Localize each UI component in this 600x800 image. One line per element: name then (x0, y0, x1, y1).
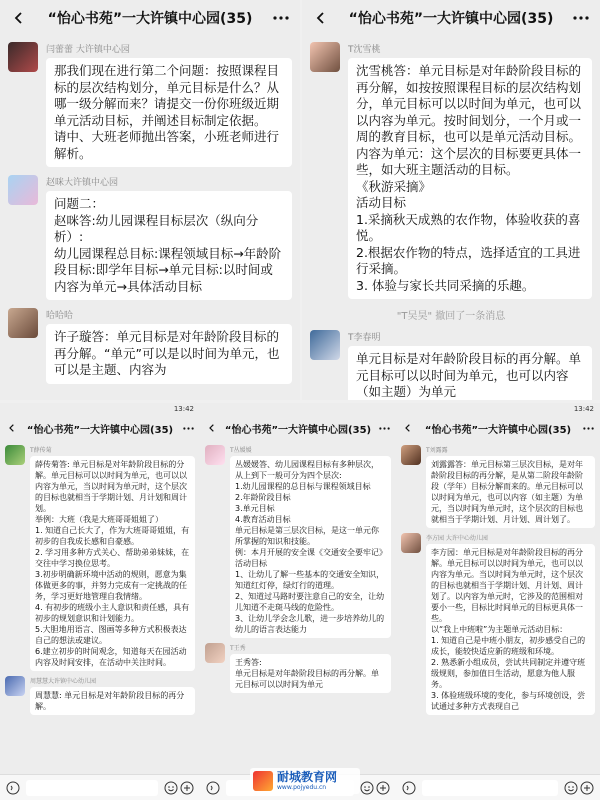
message-text: 5.大胆地用语言、图画等多种方式积极表达自己的想法或建议。 (35, 625, 187, 645)
message-text: 1. 知道自己是中班小朋友，初步感受自己的成长，能较快适应新的班级和环境。 (431, 636, 586, 656)
chat-screenshot-4 (200, 403, 396, 800)
plus-icon[interactable] (375, 780, 391, 796)
status-time: 13:42 (173, 405, 194, 413)
message-text: 举例：大班（我是大班哥哥姐姐了） (35, 515, 163, 524)
message-bubble[interactable] (348, 346, 592, 400)
message-text: 赵咪答:幼儿园课程目标层次（纵向分析）: (54, 212, 259, 244)
avatar[interactable] (8, 308, 38, 338)
watermark-name: 耐城教育网 (277, 769, 338, 784)
group-title: “怡心书苑”一大许镇中心园(35) (47, 11, 253, 27)
emoji-icon[interactable] (163, 780, 179, 796)
chat-header (200, 415, 396, 441)
sender-name: T李春明 (348, 333, 381, 343)
message-text: 周慧慧: 单元目标是对年龄阶段目标的再分解。 (35, 691, 185, 711)
message-text: 单元目标是第三层次目标，是这一单元你所掌握的知识和技能。 (235, 526, 379, 546)
message-bubble[interactable] (30, 687, 195, 715)
chat-message (401, 445, 595, 528)
sender-name: T丛媛媛 (230, 447, 252, 454)
message-bubble[interactable] (46, 191, 292, 300)
recall-notice: "T吴昊" 撤回了一条消息 (396, 311, 506, 322)
chat-message (5, 676, 195, 715)
chat-screenshot-1 (0, 0, 300, 400)
message-text: 6.建立初步的时间观念，知道每天在园活动内容及时间安排，在活动中关注时间。 (35, 647, 187, 667)
chat-header (0, 415, 200, 441)
chat-message (205, 445, 391, 638)
message-text: 3. 体验班级环境的变化，参与环境创设，尝试通过多种方式表现自己 (431, 691, 586, 711)
message-text: 《秋游采摘》 (356, 178, 432, 194)
message-input[interactable] (26, 780, 158, 796)
message-text: 问题二： (54, 196, 105, 211)
status-bar (200, 403, 396, 415)
sender-name: 周慧慧大许镇中心幼儿园 (30, 678, 97, 685)
message-text: 4. 有初步的班级小主人意识和责任感，具有初步的规划意识和计划能力。 (35, 603, 190, 623)
message-text: 例：本月开展的安全课《交通安全要牢记》 (235, 548, 387, 557)
message-text: 2.年龄阶段目标 (235, 493, 291, 502)
message-text: 单元目标是对年龄阶段目标的再分解。单元目标可以以时间为单元，也可以内容（如主题）为单元 (356, 351, 582, 399)
more-icon[interactable] (572, 9, 590, 27)
sender-name: 哈哈哈 (46, 311, 74, 321)
message-bubble[interactable] (46, 324, 292, 384)
avatar[interactable] (8, 175, 38, 205)
avatar[interactable] (5, 676, 25, 696)
site-logo-icon (253, 771, 273, 791)
more-icon[interactable] (272, 9, 290, 27)
group-title: “怡心书苑”一大许镇中心园(35) (224, 424, 372, 436)
back-icon[interactable] (402, 422, 414, 434)
sender-name: T沈雪桃 (348, 45, 381, 55)
chat-message (8, 42, 292, 167)
message-text: 1、让幼儿了解一些基本的交通安全知识，知道红灯停，绿灯行的道理。 (235, 570, 385, 590)
avatar[interactable] (401, 445, 421, 465)
chat-message (401, 533, 595, 715)
voice-icon[interactable] (5, 780, 21, 796)
chat-message (5, 445, 195, 671)
status-bar (0, 403, 200, 415)
voice-icon[interactable] (401, 780, 417, 796)
avatar[interactable] (205, 445, 225, 465)
message-text: 那我们现在进行第二个问题：按照课程目标的层次结构划分，单元目标是什么？从哪一级分解而来？请提交一份你班级近期单元活动目标，并阐述目标制定依据。 (54, 63, 280, 128)
message-text: 单元目标是对年龄阶段目标的再分解。单元目标可以以时间为单元 (235, 669, 379, 689)
input-toolbar (0, 774, 200, 800)
message-text: 薛传菊答: 单元目标是对年龄阶段目标的分解。单元目标可以以时间为单元，也可以以内容为单元，当以时间为单元时，这个层次的目标也就相当于学期计划、月计划和周计划。 (35, 460, 187, 513)
more-icon[interactable] (182, 422, 194, 434)
chat-screenshot-2 (302, 0, 600, 400)
chat-message (310, 330, 592, 400)
chat-header (0, 0, 300, 36)
message-text: 2.根据农作物的特点，选择适宜的工具进行采摘。 (356, 244, 581, 276)
message-text: 1. 知道自己长大了，作为大班哥哥姐姐，有初步的自我成长感和自豪感。 (35, 526, 190, 546)
status-time: 13:42 (573, 405, 594, 413)
chat-header (302, 0, 600, 36)
message-text: 4.教育活动目标 (235, 515, 291, 524)
status-bar (396, 403, 600, 415)
group-title: “怡心书苑”一大许镇中心园(35) (348, 11, 554, 27)
group-title: “怡心书苑”一大许镇中心园(35) (26, 424, 174, 436)
message-text: 活动目标 (235, 559, 267, 568)
chat-message (310, 42, 592, 299)
sender-name: 李方园 大许中心幼儿园 (426, 535, 488, 542)
message-bubble[interactable] (426, 456, 595, 528)
message-text: 1.采摘秋天成熟的农作物，体验收获的喜悦。 (356, 211, 581, 243)
avatar[interactable] (310, 42, 340, 72)
message-text: 2. 熟悉新小组成员，尝试共同制定并遵守班级规则，参加值日生活动，愿意为他人服务。 (431, 658, 586, 689)
back-icon[interactable] (206, 422, 218, 434)
message-text: 活动目标 (356, 195, 407, 210)
avatar[interactable] (401, 533, 421, 553)
sender-name: T王秀 (230, 645, 246, 652)
sender-name: 闫蕾蕾 大许镇中心园 (46, 45, 130, 55)
group-title: “怡心书苑”一大许镇中心园(35) (424, 424, 572, 436)
message-text: 3.单元目标 (235, 504, 275, 513)
message-text: 3. 体验与家长共同采摘的乐趣。 (356, 277, 535, 293)
back-icon[interactable] (10, 9, 28, 27)
chat-message (8, 175, 292, 300)
site-watermark (250, 768, 360, 794)
message-text: 2、知道过马路时要注意自己的安全，让幼儿知道不走斑马线的危险性。 (235, 592, 385, 612)
chat-header (396, 415, 600, 441)
message-text: 刘露露答：单元目标第三层次目标，是对年龄阶段目标的再分解，是从第二阶段年龄阶段（学年）目标分解而来的。单元目标可以以时间为单元，也可以内容（如主题）为单元，当以时间为单元时，这个层次的目标也就相当于学期计划、月计划、周计划了。 (431, 460, 583, 524)
avatar[interactable] (310, 330, 340, 360)
input-toolbar (396, 774, 600, 800)
watermark-url: www.pojyedu.cn (277, 783, 327, 791)
message-bubble[interactable] (30, 456, 195, 671)
message-bubble[interactable] (426, 544, 595, 715)
sender-name: T刘露露 (426, 447, 448, 454)
plus-icon[interactable] (579, 780, 595, 796)
message-text: 丛媛媛答、幼儿园课程目标有多种层次，从上到下一般可分为四个层次: (235, 460, 379, 480)
more-icon[interactable] (378, 422, 390, 434)
message-bubble[interactable] (230, 456, 391, 638)
voice-icon[interactable] (205, 780, 221, 796)
plus-icon[interactable] (179, 780, 195, 796)
message-bubble[interactable] (230, 654, 391, 693)
more-icon[interactable] (582, 422, 594, 434)
message-text: 请中、大班老师抛出答案，小班老师进行解析。 (54, 129, 280, 161)
back-icon[interactable] (6, 422, 18, 434)
emoji-icon[interactable] (359, 780, 375, 796)
message-text: 幼儿园课程总目标:课程领域目标→年龄阶段目标:即学年目标→单元目标:以时间或内容为单元→具体活动目标 (54, 245, 282, 294)
sender-name: T薛传菊 (30, 447, 52, 454)
message-text: 以“我上中班啦”为主题单元活动目标： (431, 625, 568, 634)
chat-screenshot-3 (0, 403, 200, 800)
message-bubble[interactable] (46, 58, 292, 167)
message-text: 沈雪桃答：单元目标是对年龄阶段目标的再分解，如按按照课程目标的层次结构划分，单元目标可以以时间为单元，也可以以内容为单元。按时间划分，一个月或一周的教育目标，也可以是单元活动目标。内容为单元：这个层次的目标要更具体一些，如大班主题活动的目标。 (356, 63, 582, 177)
back-icon[interactable] (312, 9, 330, 27)
chat-message (8, 308, 292, 384)
emoji-icon[interactable] (563, 780, 579, 796)
chat-message (205, 643, 391, 693)
avatar[interactable] (5, 445, 25, 465)
message-text: 2. 学习用多种方式关心、帮助弟弟妹妹，在交往中学习换位思考。 (35, 548, 190, 568)
message-bubble[interactable] (348, 58, 592, 299)
avatar[interactable] (8, 42, 38, 72)
chat-screenshot-5 (396, 403, 600, 800)
message-text: 李方园：单元目标是对年龄阶段目标的再分解。单元目标可以以时间为单元，也可以以内容为单元。当以时间为单元时，这个层次的目标也就相当于学期计划、月计划、周计划了。以内容为单元时，它涉及的范围相对要小一些，目标比时间单元的目标更具体一些。 (431, 548, 583, 623)
message-text: 3、让幼儿学会念儿歌，进一步培养幼儿的幼儿的语言表达能力 (235, 614, 385, 634)
message-text: 许子璇答：单元目标是对年龄阶段目标的再分解。“单元”可以是以时间为单元，也可以是主题、内容为 (54, 329, 280, 377)
message-text: 王秀答: (235, 658, 262, 667)
message-input[interactable] (422, 780, 558, 796)
sender-name: 赵咪大许镇中心园 (46, 178, 119, 188)
avatar[interactable] (205, 643, 225, 663)
message-text: 1.幼儿园课程的总目标与课程领域目标 (235, 482, 371, 491)
message-text: 3.初步明确新环境中活动的规则，愿意为集体做更多的事，并努力完成有一定挑战的任务，学习更好地管理自我情绪。 (35, 570, 187, 601)
